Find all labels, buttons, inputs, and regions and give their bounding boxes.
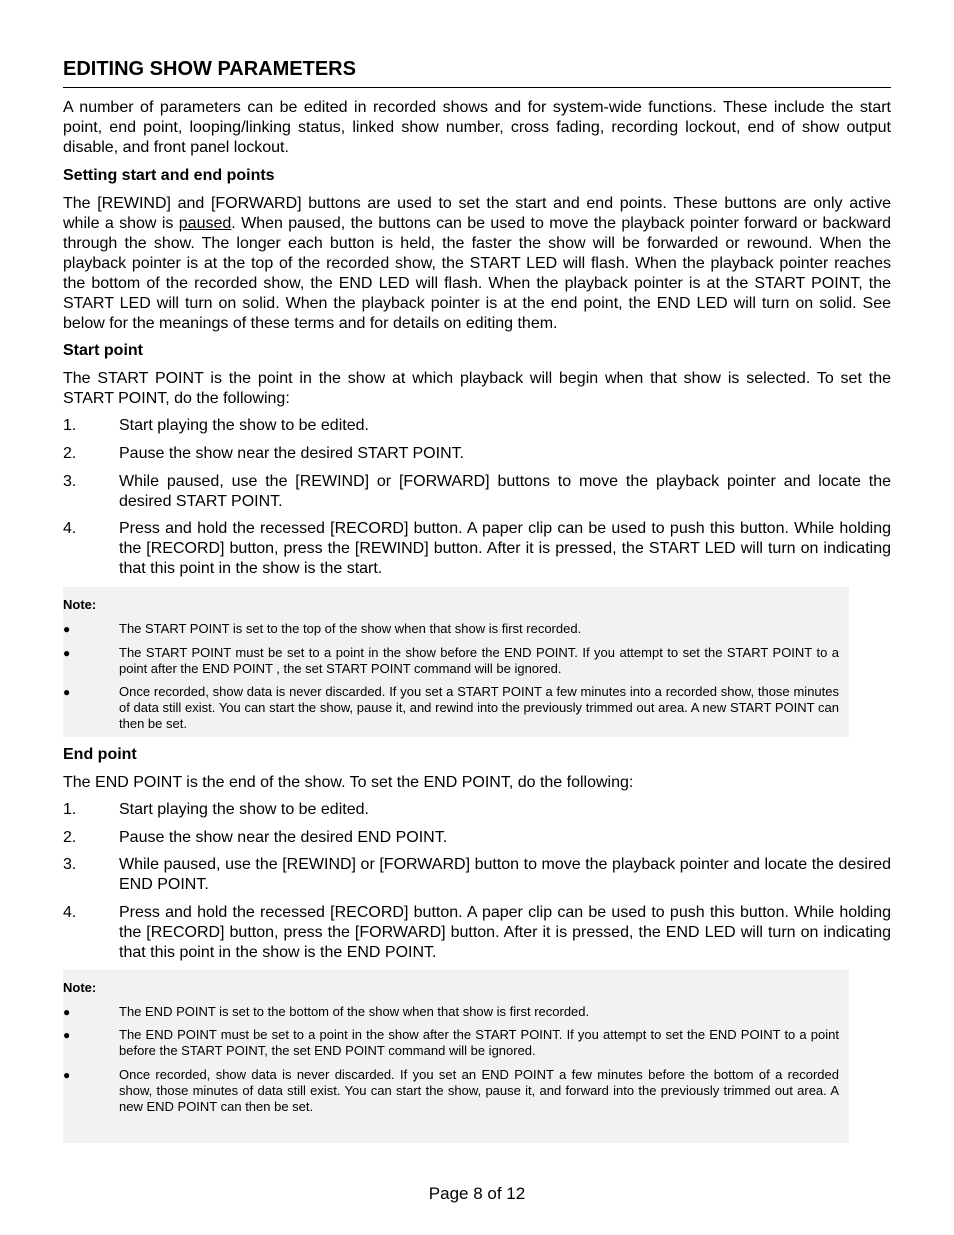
step-number: 3. — [63, 473, 77, 490]
note-text: The START POINT must be set to a point in the show before the END POINT. If you attempt to set the START POINT to a point after the END POINT , the set START POINT command will be ignored. — [119, 645, 839, 676]
step-text: While paused, use the [REWIND] or [FORWARD] button to move the playback pointer and locate the desired END POINT. — [119, 856, 891, 893]
note-text: Once recorded, show data is never discarded. If you set a START POINT a few minutes into a recorded show, those minutes of data still exist. You can start the show, pause it, and rewind into the previously trimmed out area. A new START POINT can then be set. — [119, 684, 839, 731]
step-number: 4. — [63, 904, 77, 921]
end-point-heading: End point — [63, 746, 137, 763]
end-step-4 — [63, 903, 891, 963]
step-number: 1. — [63, 801, 77, 818]
step-number: 2. — [63, 445, 77, 462]
note-bullet — [63, 621, 839, 637]
paragraph-text: The [REWIND] and [FORWARD] buttons are used to set the start and end points. These buttons are only active while a show is — [63, 195, 891, 232]
note-bullet — [63, 1067, 839, 1115]
page-title: EDITING SHOW PARAMETERS — [63, 57, 891, 88]
start-step-3 — [63, 472, 891, 512]
start-step-1 — [63, 416, 891, 436]
bullet-icon: ● — [63, 646, 71, 660]
step-text: Start playing the show to be edited. — [119, 801, 369, 818]
note-bullet — [63, 1004, 839, 1020]
start-point-heading: Start point — [63, 342, 143, 359]
end-step-3 — [63, 855, 891, 895]
page-number: Page 8 of 12 — [428, 1184, 526, 1203]
note-text: The START POINT is set to the top of the show when that show is first recorded. — [119, 621, 582, 636]
underlined-word: paused — [178, 215, 232, 232]
start-end-paragraph — [63, 194, 891, 334]
start-point-intro: The START POINT is the point in the show at which playback will begin when that show is selected. To set the START POINT, do the following: — [63, 370, 891, 407]
note-bullet — [63, 684, 839, 732]
step-text: Pause the show near the desired END POINT. — [119, 829, 448, 846]
step-number: 2. — [63, 829, 77, 846]
step-number: 1. — [63, 417, 77, 434]
note-text: The END POINT is set to the bottom of the show when that show is first recorded. — [119, 1004, 590, 1019]
note-label: Note: — [63, 980, 97, 995]
end-note-box — [63, 970, 849, 1143]
bullet-icon: ● — [63, 1005, 71, 1019]
start-note-box — [63, 587, 849, 737]
bullet-icon: ● — [63, 1068, 71, 1082]
start-step-4 — [63, 519, 891, 579]
intro-paragraph: A number of parameters can be edited in recorded shows and for system-wide functions. These include the start point, end point, looping/linking status, linked show number, cross fading, recording lockout, end of show output disable, and front panel lockout. — [63, 99, 891, 156]
bullet-icon: ● — [63, 622, 71, 636]
note-bullet — [63, 645, 839, 677]
step-number: 3. — [63, 856, 77, 873]
end-step-1 — [63, 800, 891, 820]
step-text: Press and hold the recessed [RECORD] button. A paper clip can be used to push this button. While holding the [RECORD] button, press the [REWIND] button. After it is pressed, the START LED will turn on indicating that this point in the show is the start. — [119, 520, 891, 577]
note-text: The END POINT must be set to a point in the show after the START POINT. If you attempt to set the END POINT to a point before the START POINT, the set END POINT command will be ignored. — [119, 1027, 839, 1058]
step-text: Pause the show near the desired START POINT. — [119, 445, 465, 462]
note-bullet — [63, 1027, 839, 1059]
note-text: Once recorded, show data is never discarded. If you set an END POINT a few minutes before the bottom of a recorded show, those minutes of data still exist. You can start the show, pause it, and forward into the previously trimmed out area. A new END POINT can then be set. — [119, 1067, 839, 1114]
bullet-icon: ● — [63, 685, 71, 699]
end-point-intro: The END POINT is the end of the show. To set the END POINT, do the following: — [63, 774, 634, 791]
note-label: Note: — [63, 597, 97, 612]
bullet-icon: ● — [63, 1028, 71, 1042]
section-heading-start-end: Setting start and end points — [63, 167, 275, 184]
paragraph-text: . When paused, the buttons can be used to move the playback pointer forward or backward through the show. The longer each button is held, the faster the show will be forwarded or rewound. When the playback pointer is at the top of the recorded show, the START LED will flash. When the playback pointer reaches the bottom of the recorded show, the END LED will flash. When the playback pointer is at the START POINT, the START LED will turn on solid. When the playback pointer is at the end point, the END LED will turn on solid. See below for the meanings of these terms and for details on editing them. — [63, 215, 891, 332]
end-step-2 — [63, 828, 891, 848]
step-text: While paused, use the [REWIND] or [FORWARD] buttons to move the playback pointer and locate the desired START POINT. — [119, 473, 891, 510]
start-step-2 — [63, 444, 891, 464]
step-number: 4. — [63, 520, 77, 537]
step-text: Press and hold the recessed [RECORD] button. A paper clip can be used to push this button. While holding the [RECORD] button, press the [FORWARD] button. After it is pressed, the END LED will turn on indicating that this point in the show is the END POINT. — [119, 904, 891, 961]
step-text: Start playing the show to be edited. — [119, 417, 369, 434]
